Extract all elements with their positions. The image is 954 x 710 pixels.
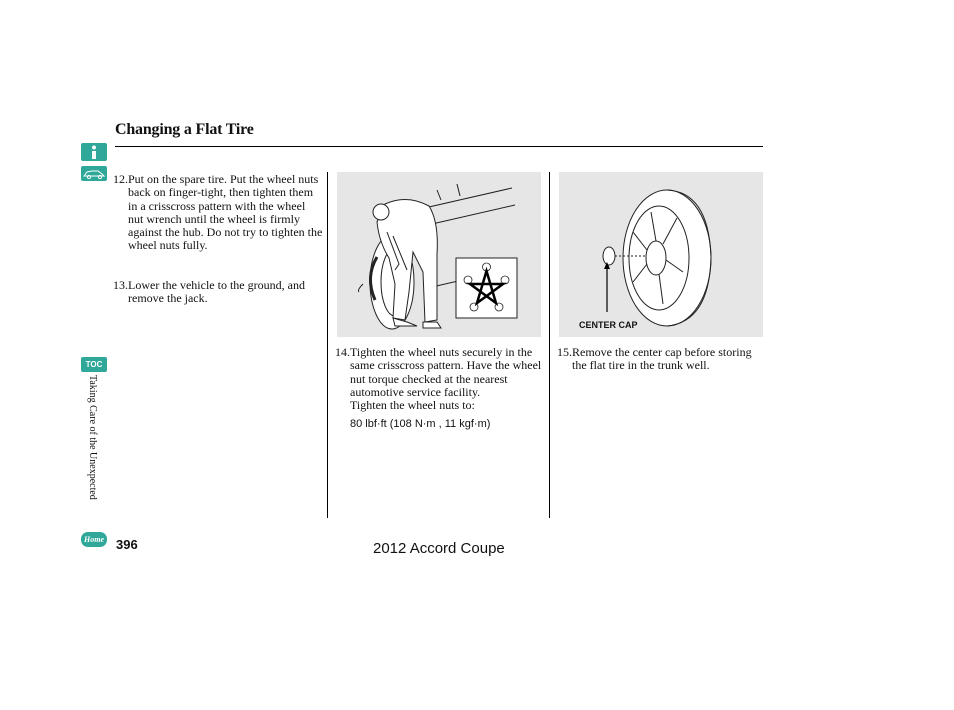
section-label [86, 375, 100, 530]
column-divider [327, 172, 328, 518]
step-12 [113, 173, 323, 253]
toc-label: TOC [85, 360, 103, 369]
step-number: 15. [557, 345, 572, 359]
column-divider [549, 172, 550, 518]
car-button[interactable] [81, 166, 107, 181]
figure-center-cap [559, 172, 763, 337]
step-14 [335, 346, 543, 432]
step-text: Tighten the wheel nuts securely in the same crisscross pattern. Have the wheel nut torque checked at the nearest automotive service facility. [350, 345, 542, 399]
home-button[interactable] [81, 532, 107, 547]
page-number: 396 [116, 537, 138, 552]
info-icon [81, 143, 107, 161]
page-title: Changing a Flat Tire [115, 121, 254, 138]
info-button[interactable] [81, 143, 107, 161]
step-text: Put on the spare tire. Put the wheel nuts back on finger-tight, then tighten them in a crisscross pattern with the wheel nut wrench until the wheel is firmly against the hub. Do not try to tighten the wheel nuts fully. [128, 172, 323, 253]
model-name: 2012 Accord Coupe [373, 540, 505, 557]
torque-spec: 80 lbf·ft (108 N·m , 11 kgf·m) [350, 418, 491, 431]
center-cap-label: CENTER CAP [579, 320, 638, 330]
tighten-nuts-illustration [337, 172, 541, 337]
car-icon [81, 166, 107, 181]
center-cap-illustration [559, 172, 763, 337]
step-13 [113, 279, 323, 306]
section-label-text: Taking Care of the Unexpected [87, 375, 98, 500]
step-number: 14. [335, 345, 350, 359]
title-divider [115, 146, 763, 147]
step-extra-text: Tighten the wheel nuts to: [350, 398, 475, 413]
figure-tighten-nuts [337, 172, 541, 337]
step-text: Remove the center cap before storing the flat tire in the trunk well. [572, 345, 752, 373]
step-text: Lower the vehicle to the ground, and remove the jack. [128, 278, 305, 306]
step-number: 13. [113, 278, 128, 292]
step-15 [557, 346, 757, 373]
toc-button[interactable] [81, 357, 107, 372]
step-number: 12. [113, 172, 128, 186]
home-label: Home [84, 535, 104, 544]
